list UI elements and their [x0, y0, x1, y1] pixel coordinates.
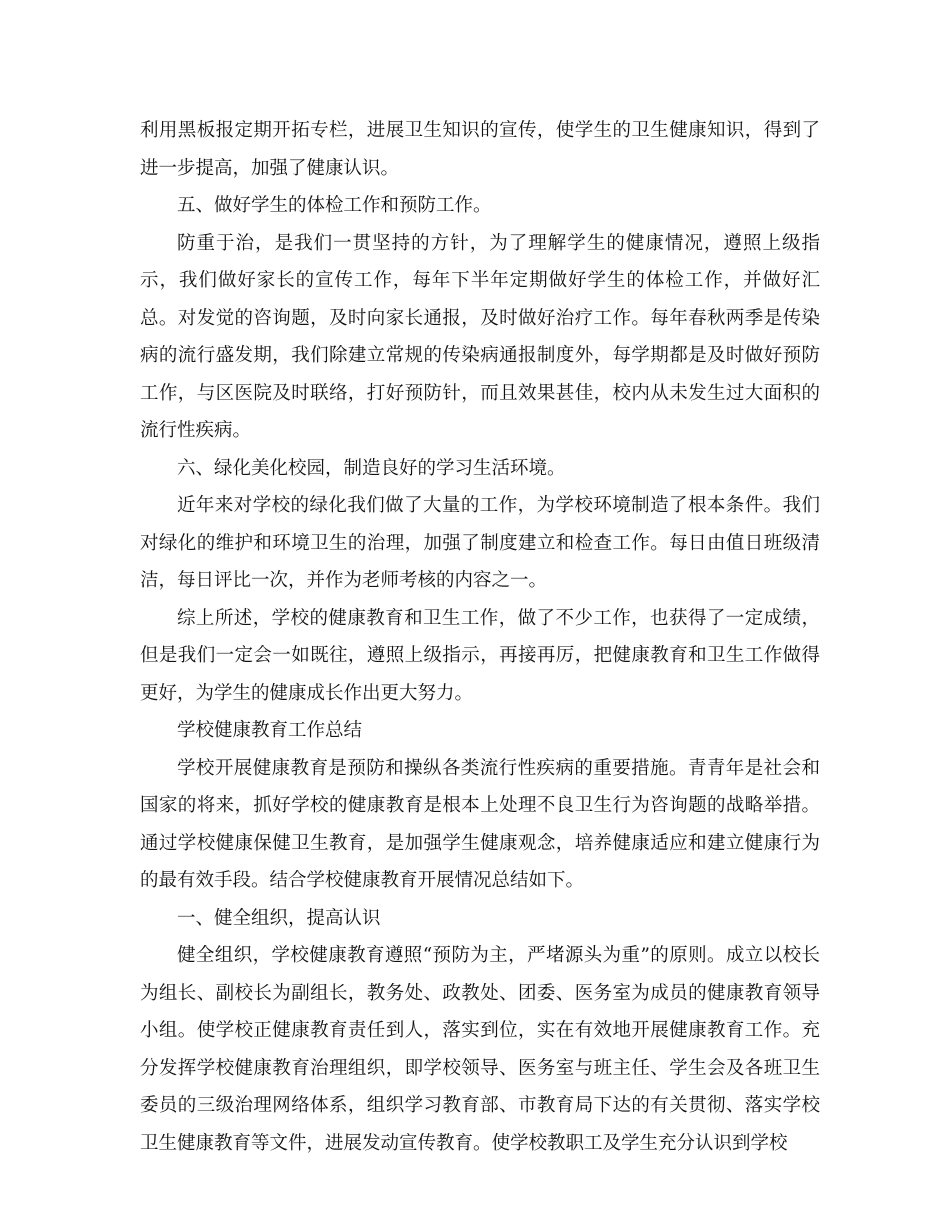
paragraph: 健全组织，学校健康教育遵照“预防为主，严堵源头为重”的原则。成立以校长为组长、副校长为副组长，教务处、政教处、团委、医务室为成员的健康教育领导小组。使学校正健康教育责任到人，落实到位，实在有效地开展健康教育工作。充分发挥学校健康教育治理组织，即学校领导、医务室与班主任、学生会及各班卫生委员的三级治理网络体系，组织学习教育部、市教育局下达的有关贯彻、落实学校卫生健康教育等文件，进展发动宣传教育。使学校教职工及学生充分认识到学校: [140, 945, 820, 1154]
section-heading-6: 六、绿化美化校园，制造良好的学习生活环境。: [177, 457, 566, 479]
paragraph: 学校开展健康教育是预防和操纵各类流行性疾病的重要措施。青青年是社会和国家的将来，抓好学校的健康教育是根本上处理不良卫生行为咨询题的战略举措。通过学校健康保健卫生教育，是加强学生健康观念，培养健康适应和建立健康行为的最有效手段。结合学校健康教育开展情况总结如下。: [140, 757, 820, 891]
section-heading-5: 五、做好学生的体检工作和预防工作。: [177, 195, 492, 216]
paragraph: 综上所述，学校的健康教育和卫生工作，做了不少工作，也获得了一定成绩，但是我们一定会一如既往，遵照上级指示，再接再厉，把健康教育和卫生工作做得更好，为学生的健康成长作出更大努力。: [140, 607, 820, 704]
paragraph-continuation: 利用黑板报定期开拓专栏，进展卫生知识的宣传，使学生的卫生健康知识，得到了进一步提高，加强了健康认识。: [140, 120, 820, 179]
paragraph: 近年来对学校的绿化我们做了大量的工作，为学校环境制造了根本条件。我们对绿化的维护和环境卫生的治理，加强了制度建立和检查工作。每日由值日班级清洁，每日评比一次，并作为老师考核的内容之一。: [140, 495, 820, 591]
document-body: [140, 112, 820, 1162]
document-subtitle: 学校健康教育工作总结: [177, 720, 363, 741]
paragraph: 防重于治，是我们一贯坚持的方针，为了理解学生的健康情况，遵照上级指示，我们做好家长的宣传工作，每年下半年定期做好学生的体检工作，并做好汇总。对发觉的咨询题，及时向家长通报，及时做好治疗工作。每年春秋两季是传染病的流行盛发期，我们除建立常规的传染病通报制度外，每学期都是及时做好预防工作，与区医院及时联络，打好预防针，而且效果甚佳，校内从未发生过大面积的流行性疾病。: [140, 232, 820, 441]
section-heading-1: 一、健全组织，提高认识: [177, 907, 381, 929]
